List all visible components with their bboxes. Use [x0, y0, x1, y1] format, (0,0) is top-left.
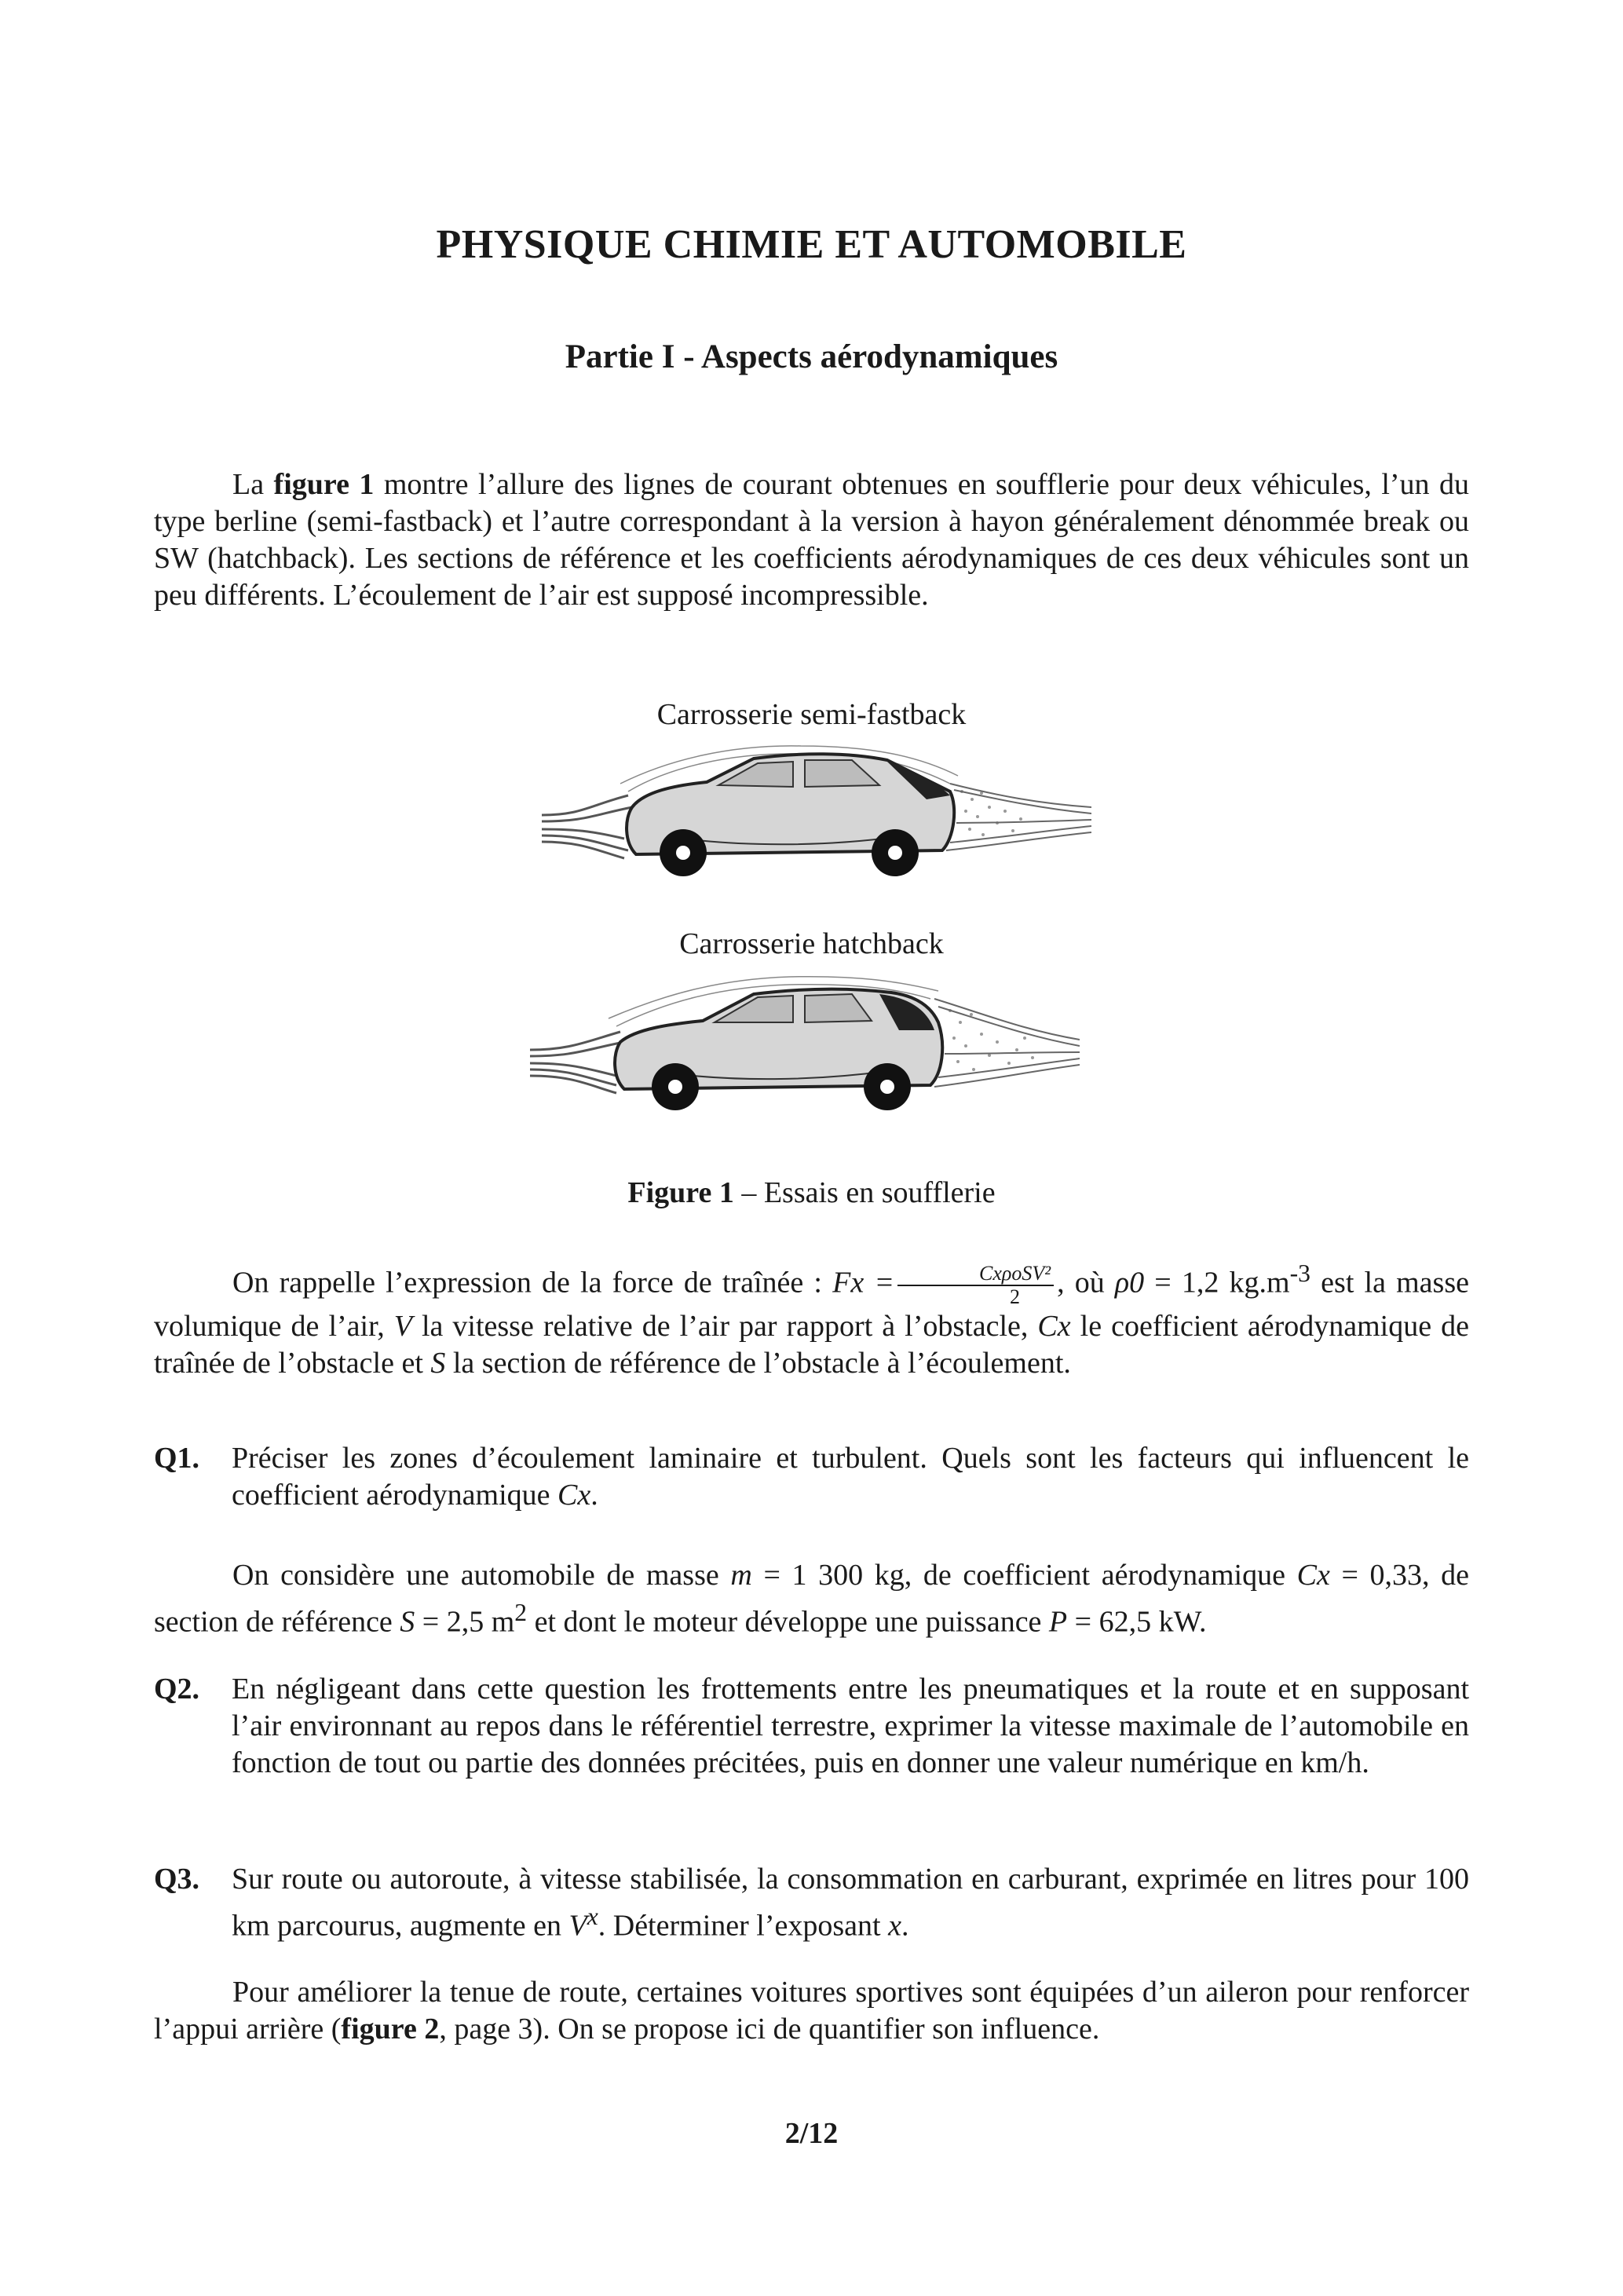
- formula-lhs: Fx =: [832, 1266, 895, 1300]
- figure-label-hatchback: Carrosserie hatchback: [679, 927, 944, 960]
- question-label: Q3.: [154, 1863, 200, 1896]
- drag-formula-fraction: $\frac{\text{CxρoSV²}}{2}$: [897, 1263, 1054, 1308]
- document-title: PHYSIQUE CHIMIE ET AUTOMOBILE: [436, 222, 1187, 267]
- hatchback-car-illustration: [530, 967, 1080, 1132]
- car-data-paragraph: On considère une automobile de masse m = 1 300 kg, de coefficient aérodynamique Cx = 0,33, de section de référence S = 2,5 $m^2$ et dont le moteur développe une puissance P = 62,5 kW.: [154, 1559, 1469, 1639]
- drag-force-paragraph: On rappelle l’expression de la force de traînée : Fx = $\frac{\text{CxρoSV²}}{2}$ , où ρ0 = 1,2 $kg.m^{-3}$ est la masse volumique de l’air, V la vitesse relative de l’air par rapport à l’obstacle, Cx le coefficient aérodynamique de traînée de l’obstacle et S la section de référence de l’obstacle à l’écoulement.: [154, 1260, 1469, 1380]
- intro-paragraph: La figure 1 montre l’allure des lignes de courant obtenues en soufflerie pour deux véhicules, l’un du type berline (semi-fastback) et l’autre correspondant à la version à hayon généralement dénommée break ou SW (hatchback). Les sections de référence et les coefficients aérodynamiques de ces deux véhicules sont un peu différents. L’écoulement de l’air est supposé incompressible.: [154, 468, 1469, 612]
- page-number: 2/12: [784, 2117, 839, 2150]
- question-label: Q1.: [154, 1442, 200, 1475]
- closing-paragraph: Pour améliorer la tenue de route, certaines voitures sportives sont équipées d’un aileron pour renforcer l’appui arrière (figure 2, page 3). On se propose ici de quantifier son influence.: [154, 1976, 1469, 2046]
- figure-ref: figure 1: [273, 468, 375, 501]
- question-3: Q3. Sur route ou autoroute, à vitesse stabilisée, la consommation en carburant, exprimée en litres pour 100 km parcourus, augmente en $V^x$. Déterminer l’exposant x.: [154, 1863, 1469, 1943]
- question-2: Q2. En négligeant dans cette question les frottements entre les pneumatiques et la route et en supposant l’air environnant au repos dans le référentiel terrestre, exprimer la vitesse maximale de l’automobile en fonction de tout ou partie des données précitées, puis en donner une valeur numérique en km/h.: [154, 1673, 1469, 1779]
- figure-label-semi-fastback: Carrosserie semi-fastback: [656, 698, 967, 731]
- question-label: Q2.: [154, 1673, 200, 1706]
- question-1: Q1. Préciser les zones d’écoulement laminaire et turbulent. Quels sont les facteurs qui influencent le coefficient aérodynamique Cx.: [154, 1442, 1469, 1512]
- semi-fastback-car-illustration: [542, 737, 1091, 901]
- figure-caption: Figure 1 – Essais en soufflerie: [627, 1176, 996, 1209]
- part-title: Partie I - Aspects aérodynamiques: [565, 338, 1058, 375]
